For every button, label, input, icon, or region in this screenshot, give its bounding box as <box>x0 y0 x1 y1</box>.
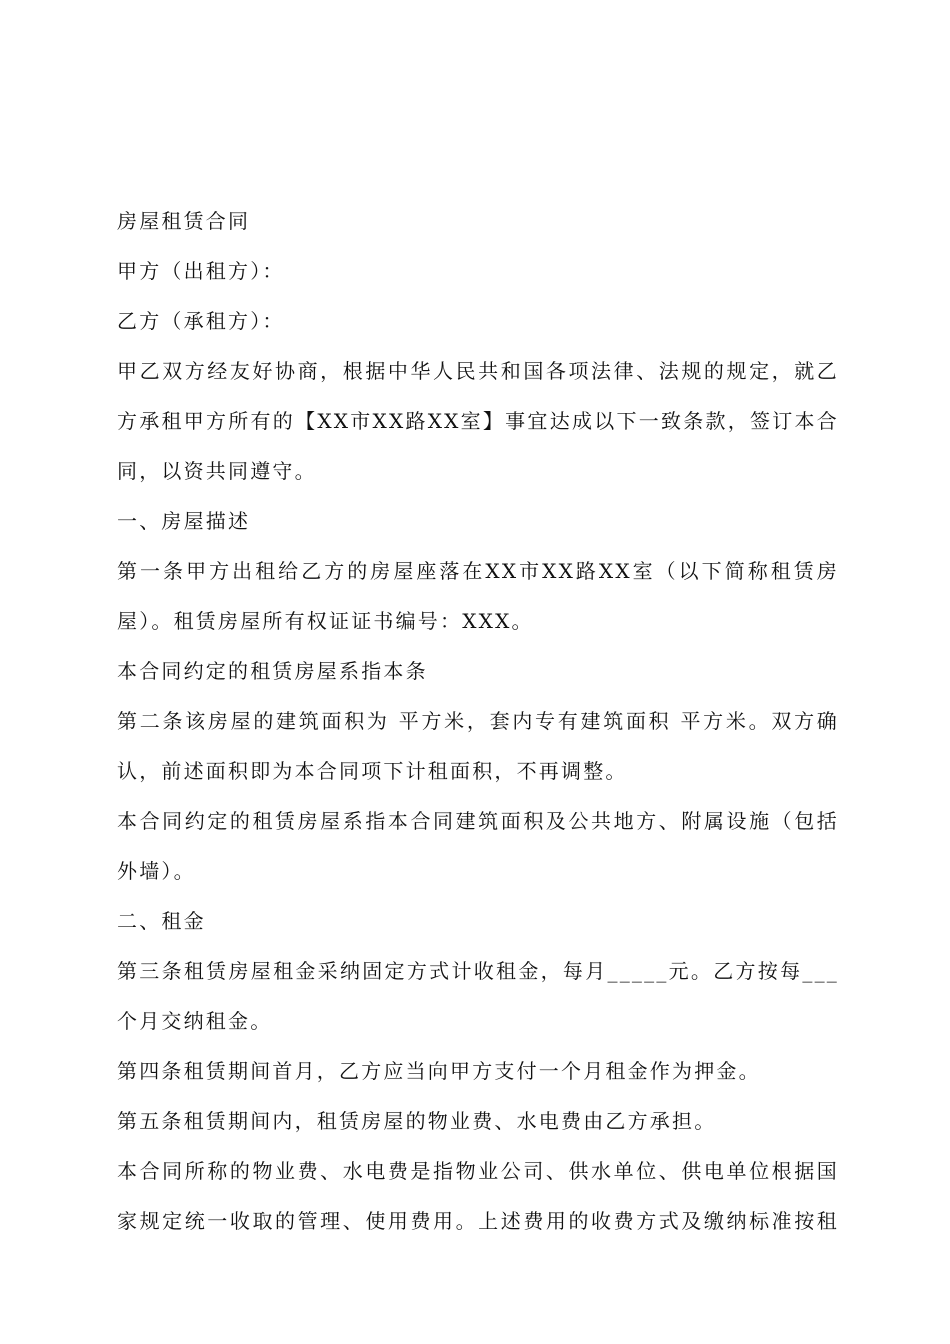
section-2-heading: 二、租金 <box>117 909 206 933</box>
article-2-note-line-2: 外墙）。 <box>117 859 196 883</box>
article-5-line: 第五条租赁期间内，租赁房屋的物业费、水电费由乙方承担。 <box>117 1109 717 1133</box>
article-4-line: 第四条租赁期间首月，乙方应当向甲方支付一个月租金作为押金。 <box>117 1059 761 1083</box>
article-1-line-2: 屋）。租赁房屋所有权证证书编号：XXX。 <box>117 609 534 633</box>
article-2-note-line-1: 本合同约定的租赁房屋系指本合同建筑面积及公共地方、附属设施（包括 <box>117 809 839 833</box>
document-page <box>117 196 839 1246</box>
preamble-line-3: 同，以资共同遵守。 <box>117 459 317 483</box>
document-title: 房屋租赁合同 <box>117 209 251 233</box>
article-1-line-1: 第一条甲方出租给乙方的房屋座落在XX市XX路XX室（以下简称租赁房 <box>117 559 839 583</box>
section-1-heading: 一、房屋描述 <box>117 509 251 533</box>
article-5-note-line-2: 家规定统一收取的管理、使用费用。上述费用的收费方式及缴纳标准按租 <box>117 1209 839 1233</box>
party-b-line: 乙方（承租方）： <box>117 309 285 333</box>
article-2-line-2: 认，前述面积即为本合同项下计租面积，不再调整。 <box>117 759 628 783</box>
article-3-line-2: 个月交纳租金。 <box>117 1009 273 1033</box>
article-2-line-1: 第二条该房屋的建筑面积为 平方米，套内专有建筑面积 平方米。双方确 <box>117 709 839 733</box>
article-3-line-1: 第三条租赁房屋租金采纳固定方式计收租金，每月_____元。乙方按每___ <box>117 959 839 983</box>
preamble-line-2: 方承租甲方所有的【XX市XX路XX室】事宜达成以下一致条款，签订本合 <box>117 409 839 433</box>
article-5-note-line-1: 本合同所称的物业费、水电费是指物业公司、供水单位、供电单位根据国 <box>117 1159 839 1183</box>
article-1-note: 本合同约定的租赁房屋系指本条 <box>117 659 428 683</box>
preamble-line-1: 甲乙双方经友好协商，根据中华人民共和国各项法律、法规的规定，就乙 <box>117 359 839 383</box>
party-a-line: 甲方（出租方）： <box>117 259 285 283</box>
